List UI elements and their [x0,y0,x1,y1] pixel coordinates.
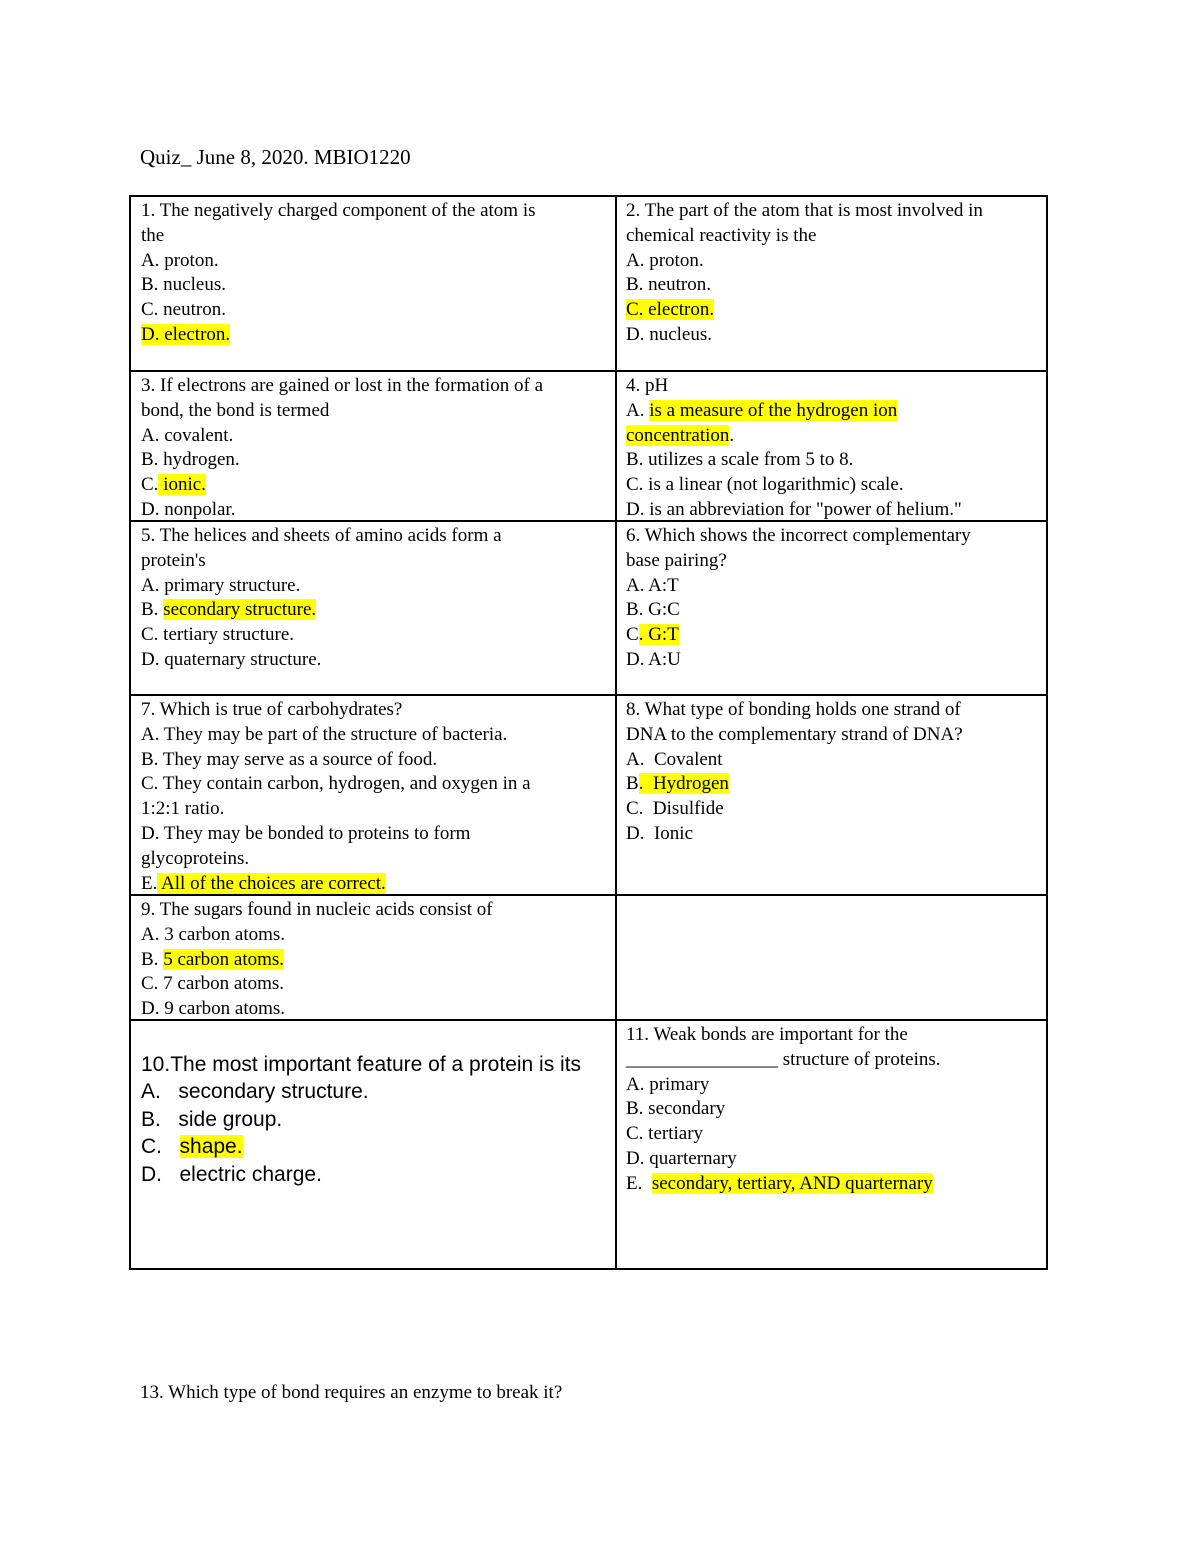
question-11-stem: 11. Weak bonds are important for the [626,1024,908,1045]
question-7-option-c: C. They contain carbon, hydrogen, and oxygen in a [141,773,531,795]
question-11-stem-cont: ________________ structure of proteins. [626,1048,941,1070]
question-11-option-b: B. secondary [626,1098,726,1120]
question-1-option-d [141,323,607,348]
question-4-stem: 4. pH [626,375,669,396]
question-1-option-b: B. nucleus. [141,274,226,296]
quiz-table [129,195,1048,1270]
question-6-option-a: A. A:T [626,574,679,596]
question-2-stem-cont: chemical reactivity is the [626,224,817,246]
question-7-option-a: A. They may be part of the structure of bacteria. [141,723,508,745]
question-2-option-b: B. neutron. [626,274,711,296]
highlighted-answer: secondary structure. [163,599,317,621]
highlighted-answer: D. electron. [141,323,231,345]
question-3-cell [131,372,615,520]
option-prefix: B [626,773,639,795]
table-row [131,372,1046,522]
empty-cell [617,896,1046,1019]
question-5-stem-cont: protein's [141,549,206,571]
question-3-option-a: A. covalent. [141,424,234,446]
highlighted-answer: . G:T [638,624,679,646]
question-2-cell [617,197,1046,370]
question-4-option-c: C. is a linear (not logarithmic) scale. [626,474,904,496]
question-3-option-c [141,473,607,498]
question-7-option-e [141,872,607,897]
highlighted-answer: shape. [179,1135,243,1159]
question-3-option-b: B. hydrogen. [141,449,240,471]
question-2-option-c [626,298,1038,323]
table-row [131,896,1046,1021]
question-10-option-c [141,1133,607,1160]
question-7-option-d-cont: glycoproteins. [141,847,250,869]
question-1-option-a: A. proton. [141,249,219,271]
page-title: Quiz_ June 8, 2020. MBIO1220 [140,145,411,169]
question-7-cell [131,696,615,894]
question-5-option-d: D. quaternary structure. [141,648,322,670]
question-8-option-a: A. Covalent [626,748,723,770]
question-6-cell [617,522,1046,694]
table-row [131,522,1046,696]
question-6-option-c [626,623,1038,648]
question-9-option-a: A. 3 carbon atoms. [141,923,286,945]
question-9-stem: 9. The sugars found in nucleic acids consist of [141,899,493,920]
question-10-stem: 10.The most important feature of a protein is its [141,1053,582,1076]
question-2-stem: 2. The part of the atom that is most involved in [626,200,983,221]
question-1-stem: 1. The negatively charged component of the atom is [141,200,536,221]
question-7-stem: 7. Which is true of carbohydrates? [141,699,403,720]
option-prefix: B. [141,948,164,970]
question-5-option-a: A. primary structure. [141,574,301,596]
question-1-cell [131,197,615,370]
question-9-option-b [141,948,607,973]
question-5-stem: 5. The helices and sheets of amino acids form a [141,525,502,546]
option-prefix: E. [626,1172,652,1194]
question-4-option-d: D. is an abbreviation for "power of helium." [626,498,962,520]
question-2-option-a: A. proton. [626,249,704,271]
question-8-stem: 8. What type of bonding holds one strand of [626,699,961,720]
question-10-option-b: B. side group. [141,1107,283,1131]
option-prefix: C. [141,1135,180,1159]
highlighted-answer: . Hydrogen [638,773,729,795]
question-5-cell [131,522,615,694]
question-7-option-d: D. They may be bonded to proteins to form [141,822,471,844]
question-1-stem-cont: the [141,224,165,246]
question-2-option-d: D. nucleus. [626,323,713,345]
question-5-option-c: C. tertiary structure. [141,624,295,646]
option-prefix: A. [626,399,650,421]
highlighted-answer: is a measure of the hydrogen ion [649,399,898,421]
question-9-option-c: C. 7 carbon atoms. [141,973,285,995]
question-8-option-b [626,772,1038,797]
question-5-option-b [141,598,607,623]
table-row [131,1021,1046,1268]
table-row [131,696,1046,896]
question-4-cell [617,372,1046,520]
question-8-stem-cont: DNA to the complementary strand of DNA? [626,723,963,745]
question-6-stem-cont: base pairing? [626,549,727,571]
highlighted-answer: 5 carbon atoms. [163,948,285,970]
highlighted-answer: concentration [626,424,730,446]
question-9-option-d: D. 9 carbon atoms. [141,998,286,1020]
question-10-cell [131,1021,615,1268]
option-prefix: C [626,624,639,646]
question-7-option-c-cont: 1:2:1 ratio. [141,798,225,820]
question-10-option-d: D. electric charge. [141,1162,322,1186]
question-3-option-d: D. nonpolar. [141,498,236,520]
question-11-cell [617,1021,1046,1268]
highlighted-answer: ionic. [158,474,206,496]
question-3-stem: 3. If electrons are gained or lost in the formation of a [141,375,544,396]
option-prefix: C. [141,474,159,496]
option-prefix: E. [141,872,158,894]
question-11-option-a: A. primary [626,1073,710,1095]
question-6-stem: 6. Which shows the incorrect complementary [626,525,971,546]
highlighted-answer: secondary, tertiary, AND quarternary [651,1172,933,1194]
question-4-option-a-cont [626,424,1038,449]
question-1-option-c: C. neutron. [141,299,226,321]
table-row [131,197,1046,372]
option-prefix: B. [141,599,164,621]
question-8-option-c: C. Disulfide [626,798,724,820]
question-9-cell [131,896,615,1019]
question-3-stem-cont: bond, the bond is termed [141,399,330,421]
question-11-option-e [626,1172,1038,1197]
highlighted-answer: C. electron. [626,299,715,321]
question-11-option-c: C. tertiary [626,1123,704,1145]
question-4-option-a [626,399,1038,424]
question-11-option-d: D. quarternary [626,1147,737,1169]
question-13: 13. Which type of bond requires an enzyme to break it? [140,1382,563,1403]
question-6-option-b: B. G:C [626,599,680,621]
question-4-option-b: B. utilizes a scale from 5 to 8. [626,449,854,471]
question-8-cell [617,696,1046,894]
question-8-option-d: D. Ionic [626,822,694,844]
option-suffix: . [729,424,735,446]
question-7-option-b: B. They may serve as a source of food. [141,748,438,770]
question-6-option-d: D. A:U [626,648,681,670]
question-10-option-a: A. secondary structure. [141,1080,369,1104]
highlighted-answer: All of the choices are correct. [157,872,386,894]
